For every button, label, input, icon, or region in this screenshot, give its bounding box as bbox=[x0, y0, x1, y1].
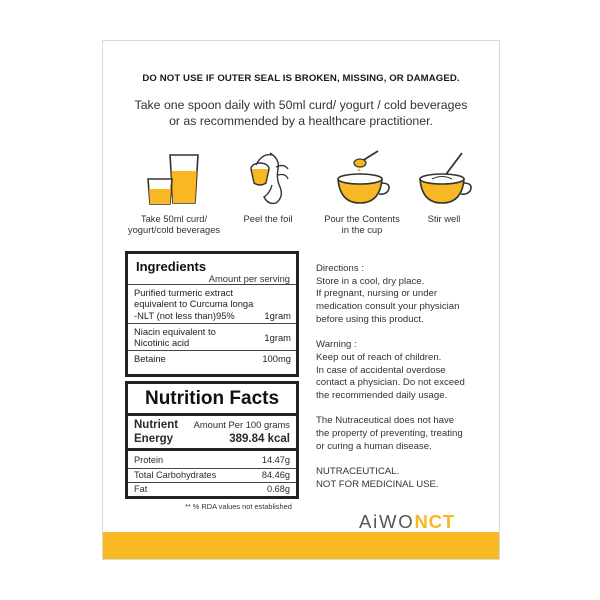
ingredient-amount: 1gram bbox=[264, 331, 291, 343]
ingredients-subtitle: Amount per serving bbox=[208, 273, 290, 284]
label-panel bbox=[102, 40, 500, 560]
ingredient-amount: 100mg bbox=[262, 353, 291, 365]
disclaimer-line: or curing a human disease. bbox=[316, 440, 432, 452]
disclaimer-line: the property of preventing, treating bbox=[316, 428, 463, 440]
nutrition-title: Nutrition Facts bbox=[128, 384, 296, 416]
nutrient-value: 0.68g bbox=[267, 484, 290, 494]
directions-line: Store in a cool, dry place. bbox=[316, 275, 425, 287]
nutrient-value: 84.46g bbox=[261, 469, 290, 480]
peel-foil-icon bbox=[236, 149, 300, 207]
usage-line: or as recommended by a healthcare practitioner. bbox=[169, 114, 433, 128]
ingredient-row bbox=[128, 323, 296, 351]
energy-value: 389.84 kcal bbox=[229, 433, 290, 445]
step-stir bbox=[397, 149, 491, 224]
classification-line: NUTRACEUTICAL. bbox=[316, 466, 400, 478]
nutrition-header bbox=[128, 416, 296, 431]
step-label-line: Peel the foil bbox=[243, 213, 293, 224]
warning-line: Keep out of reach of children. bbox=[316, 351, 442, 363]
usage-instructions bbox=[103, 97, 499, 129]
ingredient-name-line: equivalent to Curcuma longa bbox=[134, 298, 254, 310]
per-label: Amount Per 100 grams bbox=[193, 419, 290, 430]
step-label-line: in the cup bbox=[341, 224, 383, 235]
glasses-icon bbox=[142, 149, 206, 207]
warning-section bbox=[316, 339, 496, 403]
directions-block bbox=[316, 263, 496, 504]
energy-row bbox=[128, 431, 296, 451]
nutrition-facts-table bbox=[125, 381, 299, 499]
ingredient-name-line: Nicotinic acid bbox=[134, 337, 190, 349]
nutrient-name: Fat bbox=[134, 484, 148, 494]
disclaimer-section bbox=[316, 415, 496, 453]
directions-line: If pregnant, nursing or under bbox=[316, 288, 438, 300]
ingredient-name-line: Purified turmeric extract bbox=[134, 287, 233, 298]
ingredient-amount: 1gram bbox=[264, 309, 291, 321]
warning-heading: Warning : bbox=[316, 339, 357, 351]
classification-section bbox=[316, 466, 496, 491]
stir-cup-icon bbox=[412, 149, 476, 207]
directions-heading: Directions : bbox=[316, 263, 364, 274]
warning-line: contact a physician. Do not exceed bbox=[316, 377, 465, 389]
step-label-line: Take 50ml curd/ bbox=[140, 213, 208, 224]
step-label-line: Pour the Contents bbox=[324, 213, 400, 224]
directions-section bbox=[316, 263, 496, 327]
directions-line: before using this product. bbox=[316, 313, 424, 325]
accent-band bbox=[103, 532, 499, 559]
step-take-curd bbox=[127, 149, 221, 235]
ingredient-name-line: -NLT (not less than)95% bbox=[134, 309, 235, 321]
nutrient-label: Nutrient bbox=[134, 419, 179, 431]
brand-name-part: AiWO bbox=[359, 511, 415, 532]
disclaimer-line: The Nutraceutical does not have bbox=[316, 415, 455, 427]
usage-line: Take one spoon daily with 50ml curd/ yogurt / cold beverages bbox=[134, 98, 468, 112]
energy-label: Energy bbox=[134, 433, 173, 445]
warning-line: In case of accidental overdose bbox=[316, 364, 446, 376]
brand-logo bbox=[359, 511, 455, 533]
brand-name-accent: NCT bbox=[414, 511, 455, 532]
classification-line: NOT FOR MEDICINAL USE. bbox=[316, 478, 439, 490]
rda-footnote: ** % RDA values not established bbox=[185, 502, 292, 511]
ingredient-row bbox=[128, 350, 296, 366]
step-peel-foil bbox=[221, 149, 315, 224]
ingredient-row bbox=[128, 284, 296, 323]
ingredient-name-line: Betaine bbox=[134, 353, 166, 365]
nutrient-name: Total Carbohydrates bbox=[134, 469, 217, 480]
nutrition-row bbox=[128, 454, 296, 468]
warning-line: the recommended daily usage. bbox=[316, 390, 448, 402]
nutrition-row bbox=[128, 482, 296, 497]
nutrient-value: 14.47g bbox=[261, 455, 290, 465]
ingredient-name-line: Niacin equivalent to bbox=[134, 325, 216, 337]
seal-warning: DO NOT USE IF OUTER SEAL IS BROKEN, MISSING, OR DAMAGED. bbox=[142, 73, 460, 84]
nutrient-name: Protein bbox=[134, 455, 164, 465]
step-label-line: Stir well bbox=[427, 213, 461, 224]
pour-cup-icon bbox=[330, 149, 394, 207]
nutrition-row bbox=[128, 468, 296, 483]
ingredients-table bbox=[125, 251, 299, 377]
ingredients-title: Ingredients bbox=[136, 259, 207, 274]
step-label-line: yogurt/cold beverages bbox=[127, 224, 221, 235]
step-pour bbox=[315, 149, 409, 235]
directions-line: medication consult your physician bbox=[316, 301, 460, 313]
